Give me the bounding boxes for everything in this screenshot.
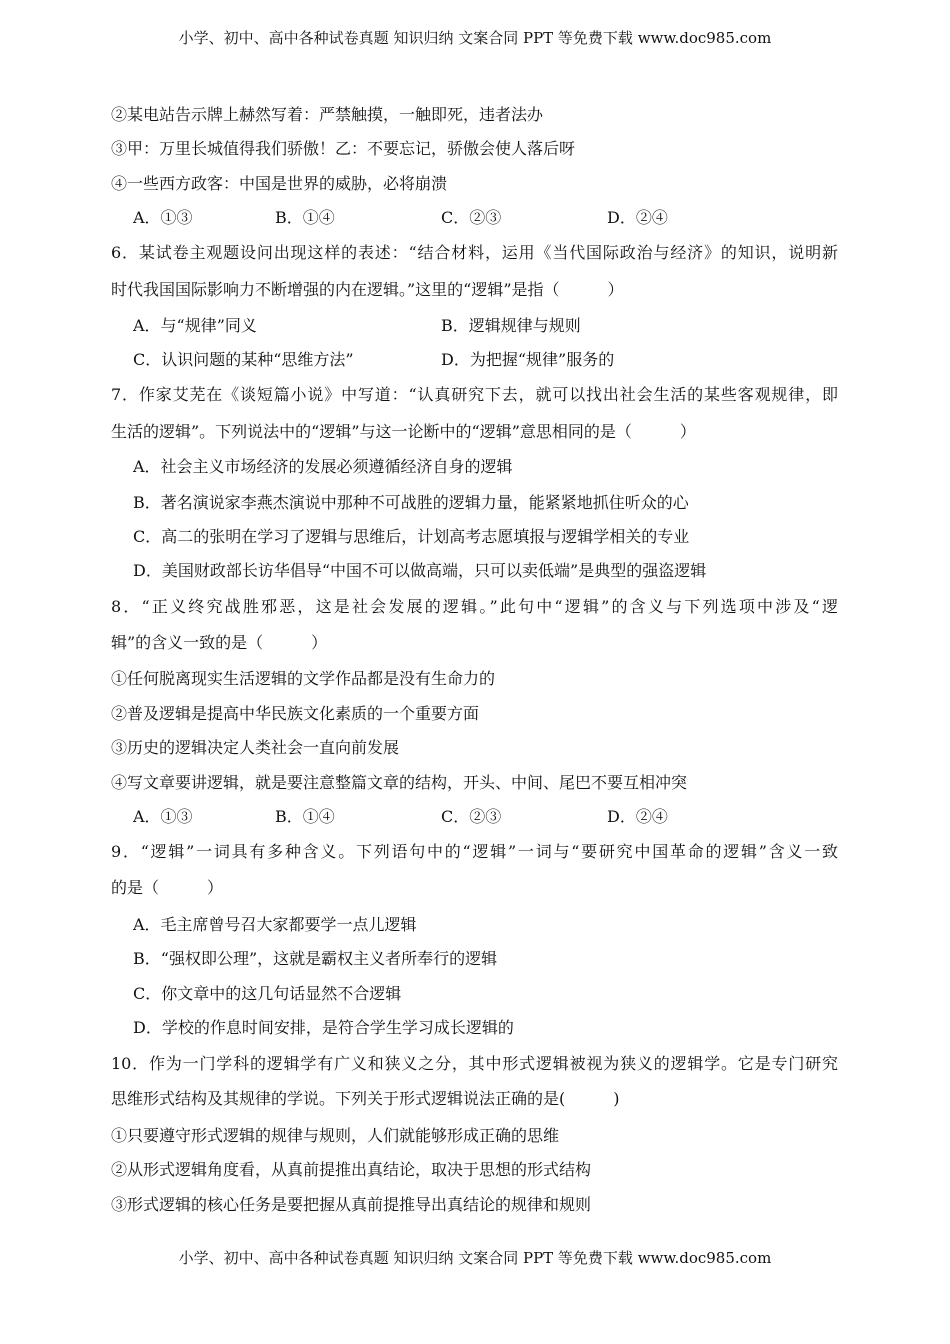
q6-option-a: A．与“规律”同义 (133, 316, 257, 335)
q6-option-c: C．认识问题的某种“思维方法” (133, 350, 354, 369)
q9-option-d: D．学校的作息时间安排，是符合学生学习成长逻辑的 (133, 1018, 514, 1037)
q9-option-a: A．毛主席曾号召大家都要学一点儿逻辑 (133, 915, 417, 934)
q10-item-3: ③形式逻辑的核心任务是要把握从真前提推导出真结论的规律和规则 (111, 1195, 592, 1214)
q8-item-1: ①任何脱离现实生活逻辑的文学作品都是没有生命力的 (111, 669, 496, 688)
q8-option-c: C．②③ (441, 807, 502, 826)
q5-item-3: ③甲：万里长城值得我们骄傲！乙：不要忘记，骄傲会使人落后呀 (111, 139, 576, 158)
q5-option-a: A．①③ (133, 208, 193, 227)
q7-option-c: C．高二的张明在学习了逻辑与思维后，计划高考志愿填报与逻辑学相关的专业 (133, 527, 690, 546)
q10-item-1: ①只要遵守形式逻辑的规律与规则，人们就能够形成正确的思维 (111, 1126, 560, 1145)
q5-item-4: ④一些西方政客：中国是世界的威胁，必将崩溃 (111, 174, 448, 193)
q7-option-b: B．著名演说家李燕杰演说中那种不可战胜的逻辑力量，能紧紧地抓住听众的心 (133, 493, 689, 512)
q8-item-2: ②普及逻辑是提高中华民族文化素质的一个重要方面 (111, 704, 480, 723)
q6-stem: 6．某试卷主观题设问出现这样的表述：“结合材料，运用《当代国际政治与经济》的知识，说明新 (111, 243, 838, 262)
q8-item-4: ④写文章要讲逻辑，就是要注意整篇文章的结构，开头、中间、尾巴不要互相冲突 (111, 773, 688, 792)
q6-stem-cont: 时代我国国际影响力不断增强的内在逻辑。”这里的“逻辑”是指（ ） (111, 280, 624, 299)
q6-option-d: D．为把握“规律”服务的 (441, 350, 615, 369)
q10-stem-cont: 思维形式结构及其规律的学说。下列关于形式逻辑说法正确的是( ) (111, 1089, 620, 1108)
q7-stem: 7．作家艾芜在《谈短篇小说》中写道：“认真研究下去，就可以找出社会生活的某些客观规律，即 (111, 385, 838, 404)
q8-stem-cont: 辑”的含义一致的是（ ） (111, 633, 328, 652)
page-header: 小学、初中、高中各种试卷真题 知识归纳 文案合同 PPT 等免费下载 www.doc985.com (178, 29, 772, 47)
q8-option-a: A．①③ (133, 807, 193, 826)
q8-stem: 8．“正义终究战胜邪恶，这是社会发展的逻辑。”此句中“逻辑”的含义与下列选项中涉及“逻 (111, 597, 838, 616)
q7-option-a: A．社会主义市场经济的发展必须遵循经济自身的逻辑 (133, 457, 513, 476)
q6-option-b: B．逻辑规律与规则 (441, 316, 581, 335)
q8-item-3: ③历史的逻辑决定人类社会一直向前发展 (111, 738, 400, 757)
q5-option-c: C．②③ (441, 208, 502, 227)
q5-option-b: B．①④ (275, 208, 335, 227)
q7-stem-cont: 生活的逻辑”。下列说法中的“逻辑”与这一论断中的“逻辑”意思相同的是（ ） (111, 422, 696, 441)
q8-option-d: D．②④ (607, 807, 668, 826)
q9-option-b: B．“强权即公理”，这就是霸权主义者所奉行的逻辑 (133, 949, 498, 968)
q10-item-2: ②从形式逻辑角度看，从真前提推出真结论，取决于思想的形式结构 (111, 1160, 592, 1179)
q7-option-d: D．美国财政部长访华倡导“中国不可以做高端，只可以卖低端”是典型的强盗逻辑 (133, 561, 707, 580)
q9-stem: 9．“逻辑”一词具有多种含义。下列语句中的“逻辑”一词与“要研究中国革命的逻辑”含义一致 (111, 842, 838, 861)
q10-stem: 10．作为一门学科的逻辑学有广义和狭义之分，其中形式逻辑被视为狭义的逻辑学。它是专门研究 (111, 1054, 838, 1073)
q8-option-b: B．①④ (275, 807, 335, 826)
q5-option-d: D．②④ (607, 208, 668, 227)
q9-option-c: C．你文章中的这几句话显然不合逻辑 (133, 984, 402, 1003)
page-footer: 小学、初中、高中各种试卷真题 知识归纳 文案合同 PPT 等免费下载 www.doc985.com (178, 1249, 772, 1267)
q5-item-2: ②某电站告示牌上赫然写着：严禁触摸，一触即死，违者法办 (111, 105, 544, 124)
q9-stem-cont: 的是（ ） (111, 878, 224, 897)
